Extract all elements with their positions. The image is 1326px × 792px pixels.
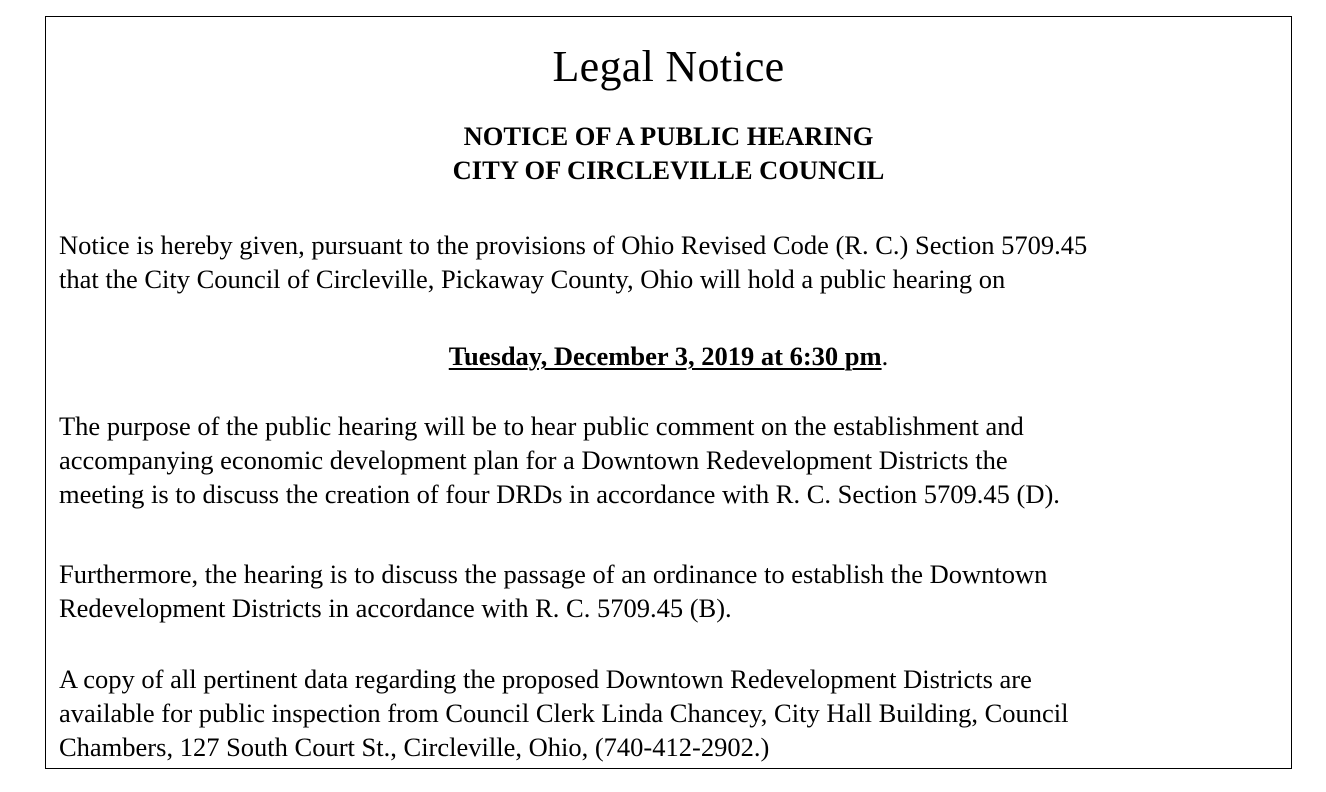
purpose-line: accompanying economic development plan for a Downtown Redevelopment Districts the <box>59 445 1008 475</box>
intro-paragraph <box>59 228 1087 296</box>
heading-line-hearing: NOTICE OF A PUBLIC HEARING <box>463 121 874 151</box>
meeting-date: Tuesday, December 3, 2019 at 6:30 pm <box>448 341 882 371</box>
legal-notice-box <box>45 16 1292 769</box>
intro-line: Notice is hereby given, pursuant to the provisions of Ohio Revised Code (R. C.) Section 5709.45 <box>59 230 1088 260</box>
intro-line: that the City Council of Circleville, Pickaway County, Ohio will hold a public hearing on <box>59 264 1006 294</box>
purpose-paragraph <box>59 409 1060 511</box>
copy-line: available for public inspection from Council Clerk Linda Chancey, City Hall Building, Council <box>59 698 1069 728</box>
copy-availability-paragraph <box>59 662 1069 764</box>
furthermore-line: Redevelopment Districts in accordance with R. C. 5709.45 (B). <box>59 593 732 623</box>
furthermore-line: Furthermore, the hearing is to discuss the passage of an ordinance to establish the Downtown <box>59 559 1048 589</box>
copy-line: Chambers, 127 South Court St., Circleville, Ohio, (740-412-2902.) <box>59 732 770 762</box>
notice-title: Legal Notice <box>552 42 785 91</box>
purpose-line: meeting is to discuss the creation of four DRDs in accordance with R. C. Section 5709.45 (D). <box>59 479 1060 509</box>
heading-line-council: CITY OF CIRCLEVILLE COUNCIL <box>452 155 885 185</box>
furthermore-paragraph <box>59 557 1047 625</box>
meeting-date-period: . <box>881 341 889 371</box>
meeting-date-line <box>46 339 1291 373</box>
hearing-heading <box>46 119 1291 187</box>
purpose-line: The purpose of the public hearing will be to hear public comment on the establishment and <box>59 411 1024 441</box>
copy-line: A copy of all pertinent data regarding the proposed Downtown Redevelopment Districts are <box>59 664 1032 694</box>
